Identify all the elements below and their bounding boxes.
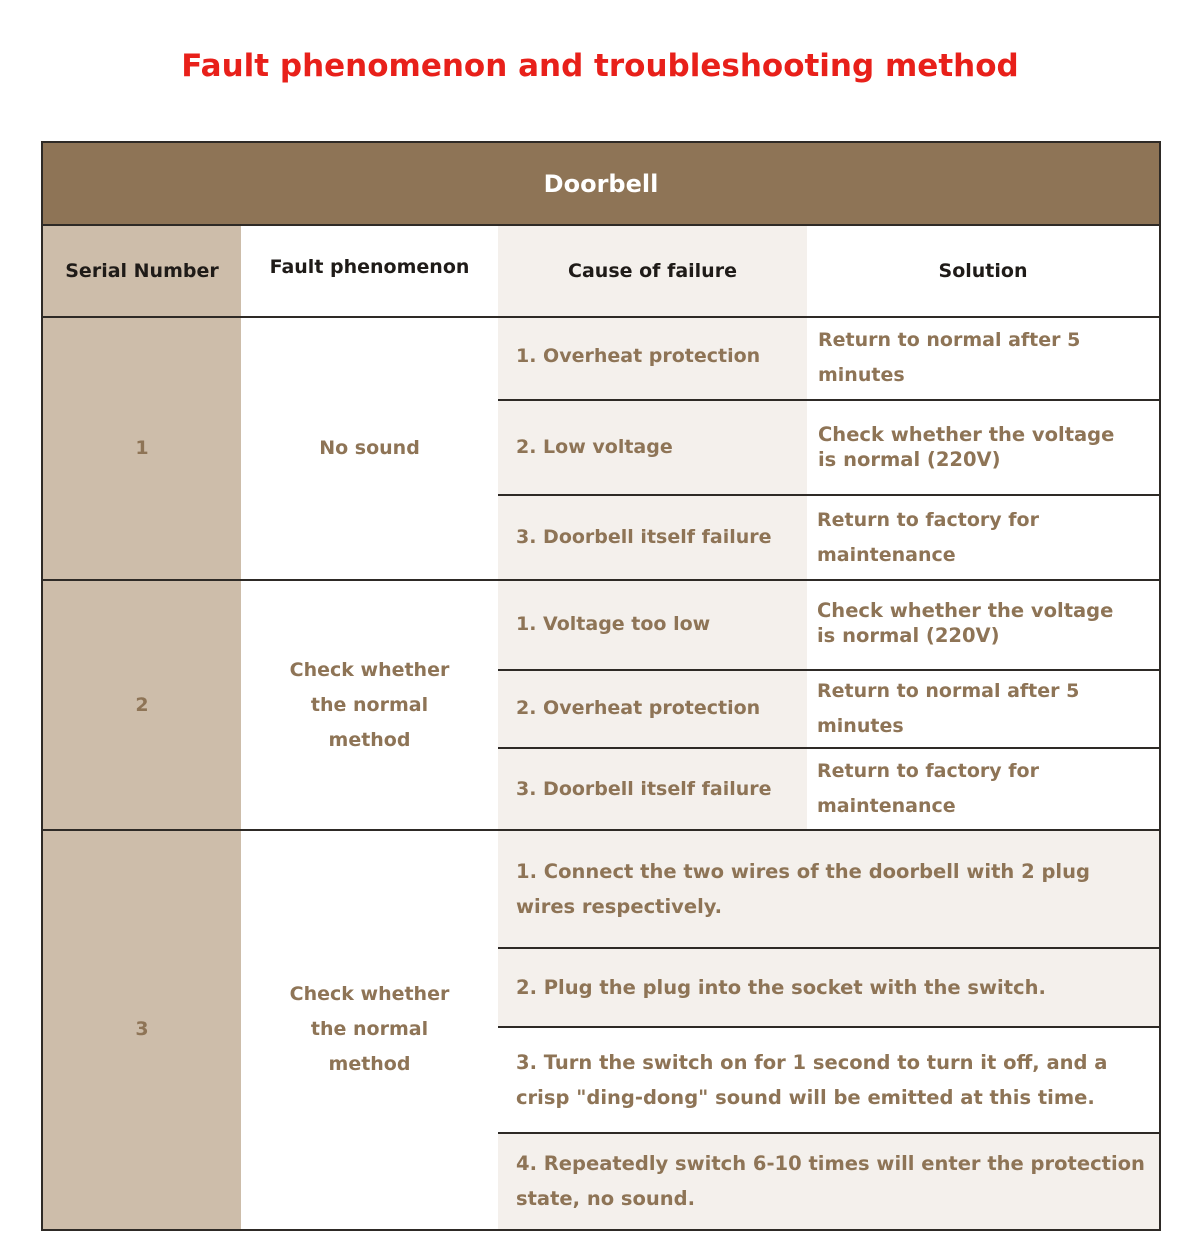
cause-cell-1-2: 2. Low voltage <box>498 400 807 494</box>
divider-row-2-1 <box>498 669 1159 671</box>
phenomenon-cell-3: Check whether the normal method <box>241 830 498 1229</box>
phenomenon-cell-1: No sound <box>241 317 498 580</box>
column-header-phenomenon: Fault phenomenon <box>241 225 498 317</box>
divider-columns <box>43 316 1159 318</box>
cause-cell-2-1: 1. Voltage too low <box>498 580 807 669</box>
solution-cell-2-3: Return to factory for maintenance <box>807 748 1159 830</box>
divider-row-1-1 <box>498 399 1159 401</box>
phenomenon-cell-2: Check whether the normal method <box>241 580 498 830</box>
step-cell-3: 3. Turn the switch on for 1 second to turn it off, and a crisp "ding-dong" sound will be emitted at this time. <box>498 1027 1159 1132</box>
divider-row-3-1 <box>498 947 1159 949</box>
solution-cell-2-2: Return to normal after 5 minutes <box>807 670 1159 747</box>
page-title: Fault phenomenon and troubleshooting method <box>181 48 1019 84</box>
solution-cell-1-2: Check whether the voltage is normal (220V) <box>807 400 1159 494</box>
divider-header <box>43 224 1159 226</box>
troubleshooting-table <box>41 141 1161 1231</box>
solution-cell-2-1: Check whether the voltage is normal (220V) <box>807 580 1159 669</box>
solution-cell-1-1: Return to normal after 5 minutes <box>807 317 1159 399</box>
divider-row-1-2 <box>498 494 1159 496</box>
serial-cell-1: 1 <box>43 317 241 580</box>
serial-cell-2: 2 <box>43 580 241 830</box>
step-cell-1: 1. Connect the two wires of the doorbell with 2 plug wires respectively. <box>498 830 1159 947</box>
divider-row-3-2 <box>498 1026 1159 1028</box>
column-header-cause: Cause of failure <box>498 225 807 317</box>
step-cell-2: 2. Plug the plug into the socket with the switch. <box>498 948 1159 1026</box>
column-header-serial: Serial Number <box>43 225 241 317</box>
column-header-solution: Solution <box>807 225 1159 317</box>
table-header: Doorbell <box>43 143 1159 225</box>
serial-cell-3: 3 <box>43 830 241 1229</box>
divider-group-2 <box>43 829 1159 831</box>
divider-row-3-3 <box>498 1132 1159 1134</box>
cause-cell-1-1: 1. Overheat protection <box>498 317 807 399</box>
cause-cell-2-2: 2. Overheat protection <box>498 670 807 747</box>
cause-cell-1-3: 3. Doorbell itself failure <box>498 495 807 580</box>
divider-group-1 <box>43 579 1159 581</box>
solution-cell-1-3: Return to factory for maintenance <box>807 495 1159 580</box>
divider-row-2-2 <box>498 747 1159 749</box>
cause-cell-2-3: 3. Doorbell itself failure <box>498 748 807 830</box>
step-cell-4: 4. Repeatedly switch 6-10 times will enter the protection state, no sound. <box>498 1133 1159 1229</box>
